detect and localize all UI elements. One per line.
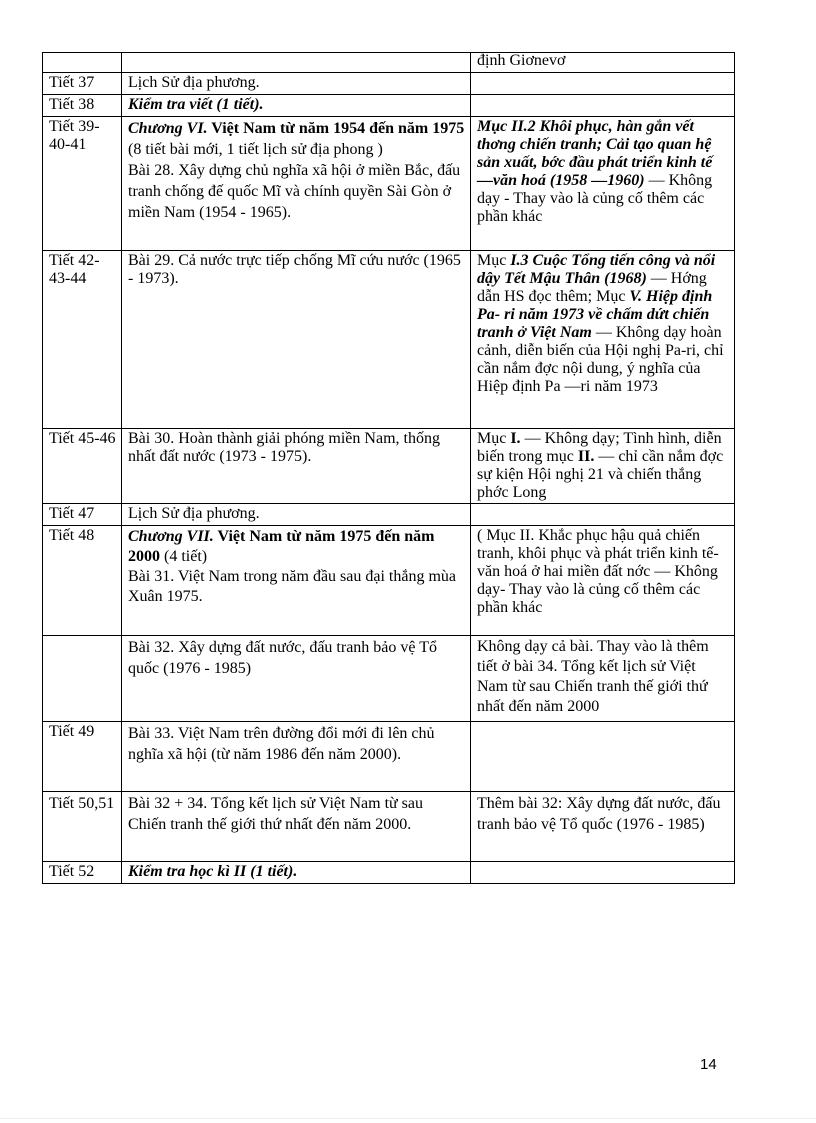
lesson-cell — [122, 526, 471, 636]
note-text: — Không dạy; Tình hình, diễn biến trong mục — [477, 430, 722, 465]
note-text: Mục — [477, 430, 511, 447]
period-cell: Tiết 39-40-41 — [43, 117, 122, 251]
lesson-cell: Lịch Sử địa phương. — [122, 504, 471, 526]
lesson-text: Bài 31. Việt Nam trong năm đầu sau đại thắng mùa Xuân 1975. — [128, 568, 457, 605]
lesson-cell: Kiểm tra học kì II (1 tiết). — [122, 862, 471, 884]
lesson-cell: Kiểm tra viết (1 tiết). — [122, 95, 471, 117]
table-row — [43, 722, 735, 792]
period-cell — [43, 636, 122, 722]
table-row — [43, 429, 735, 504]
note-text: — Không dạy - Thay vào là củng cố thêm các phần khác — [477, 172, 713, 225]
table-row — [43, 95, 735, 117]
period-cell: Tiết 42-43-44 — [43, 251, 122, 429]
chapter-title: Việt Nam từ năm 1975 đến năm 2000 — [128, 528, 435, 565]
period-cell: Tiết 37 — [43, 73, 122, 95]
lesson-cell — [122, 117, 471, 251]
note-text: Mục — [477, 252, 511, 269]
note-emphasis: II. — [577, 448, 595, 465]
note-cell — [471, 429, 735, 504]
note-text: — chỉ cần nắm đợc sự kiện Hội nghị 21 và chiến thắng phớc Long — [477, 448, 724, 501]
page-bottom-edge — [0, 1118, 816, 1119]
period-cell: Tiết 50,51 — [43, 792, 122, 862]
table-row — [43, 251, 735, 429]
note-cell — [471, 95, 735, 117]
note-cell: định Giơnevơ — [471, 53, 735, 73]
table-row — [43, 792, 735, 862]
note-cell: Không dạy cả bài. Thay vào là thêm tiết ở bài 34. Tổng kết lịch sử Việt Nam từ sau Chiến tranh thế giới thứ nhất đến năm 2000 — [471, 636, 735, 722]
chapter-label: Chương VII. — [128, 528, 214, 545]
table-row — [43, 526, 735, 636]
note-emphasis: I.3 Cuộc Tổng tiến công và nổi dậy Tết Mậu Thân (1968) — [477, 252, 716, 287]
period-cell: Tiết 52 — [43, 862, 122, 884]
chapter-title: Việt Nam từ năm 1954 đến năm 1975 — [207, 120, 465, 137]
note-cell — [471, 504, 735, 526]
lesson-text: Bài 28. Xây dựng chủ nghĩa xã hội ở miền Bắc, đấu tranh chống đế quốc Mĩ và chính quyền Sài Gòn ở miền Nam (1954 - 1965). — [128, 162, 461, 221]
lesson-cell: Bài 33. Việt Nam trên đường đổi mới đi lên chủ nghĩa xã hội (từ năm 1986 đến năm 2000). — [122, 722, 471, 792]
note-cell — [471, 73, 735, 95]
note-cell — [471, 722, 735, 792]
period-cell: Tiết 47 — [43, 504, 122, 526]
lesson-cell — [122, 53, 471, 73]
period-cell: Tiết 38 — [43, 95, 122, 117]
note-text: — Hớng dẫn HS đọc thêm; Mục — [477, 270, 707, 305]
lesson-plan-table — [42, 52, 735, 884]
lesson-cell: Lịch Sử địa phương. — [122, 73, 471, 95]
table-row — [43, 636, 735, 722]
lesson-cell: Bài 30. Hoàn thành giải phóng miền Nam, thống nhất đất nước (1973 - 1975). — [122, 429, 471, 504]
period-cell: Tiết 45-46 — [43, 429, 122, 504]
period-cell: Tiết 49 — [43, 722, 122, 792]
page-number: 14 — [700, 1056, 717, 1073]
table-row — [43, 117, 735, 251]
note-emphasis: V. Hiệp định Pa- ri năm 1973 về chấm dứt chiến tranh ở Việt Nam — [477, 288, 713, 341]
note-emphasis: Mục II.2 Khôi phục, hàn gắn vết thơng chiến tranh; Cải tạo quan hệ sản xuất, bớc đầu phát triển kinh tế —văn hoá (1958 —1960) — [477, 118, 713, 189]
chapter-detail: (8 tiết bài mới, 1 tiết lịch sử địa phong ) — [128, 141, 383, 158]
note-cell: ( Mục II. Khắc phục hậu quả chiến tranh, khôi phục và phát triển kinh tế- văn hoá ở hai miền đất nớc — Không dạy- Thay vào là củng cố thêm các phần khác — [471, 526, 735, 636]
table-row — [43, 73, 735, 95]
lesson-cell: Bài 29. Cả nước trực tiếp chống Mĩ cứu nước (1965 - 1973). — [122, 251, 471, 429]
period-cell: Tiết 48 — [43, 526, 122, 636]
table-row — [43, 504, 735, 526]
lesson-cell: Bài 32. Xây dựng đất nước, đấu tranh bảo vệ Tổ quốc (1976 - 1985) — [122, 636, 471, 722]
table-row — [43, 862, 735, 884]
note-text: — Không dạy hoàn cảnh, diễn biến của Hội nghị Pa-ri, chỉ cần nắm đợc nội dung, ý nghĩa của Hiệp định Pa —ri năm 1973 — [477, 324, 724, 395]
chapter-detail: (4 tiết) — [160, 548, 208, 565]
table-row — [43, 53, 735, 73]
note-cell: Thêm bài 32: Xây dựng đất nước, đấu tranh bảo vệ Tổ quốc (1976 - 1985) — [471, 792, 735, 862]
note-cell — [471, 251, 735, 429]
chapter-label: Chương VI. — [128, 120, 208, 137]
lesson-cell: Bài 32 + 34. Tổng kết lịch sử Việt Nam từ sau Chiến tranh thế giới thứ nhất đến năm 2000. — [122, 792, 471, 862]
note-cell — [471, 862, 735, 884]
period-cell — [43, 53, 122, 73]
note-emphasis: I. — [510, 430, 521, 447]
note-cell — [471, 117, 735, 251]
